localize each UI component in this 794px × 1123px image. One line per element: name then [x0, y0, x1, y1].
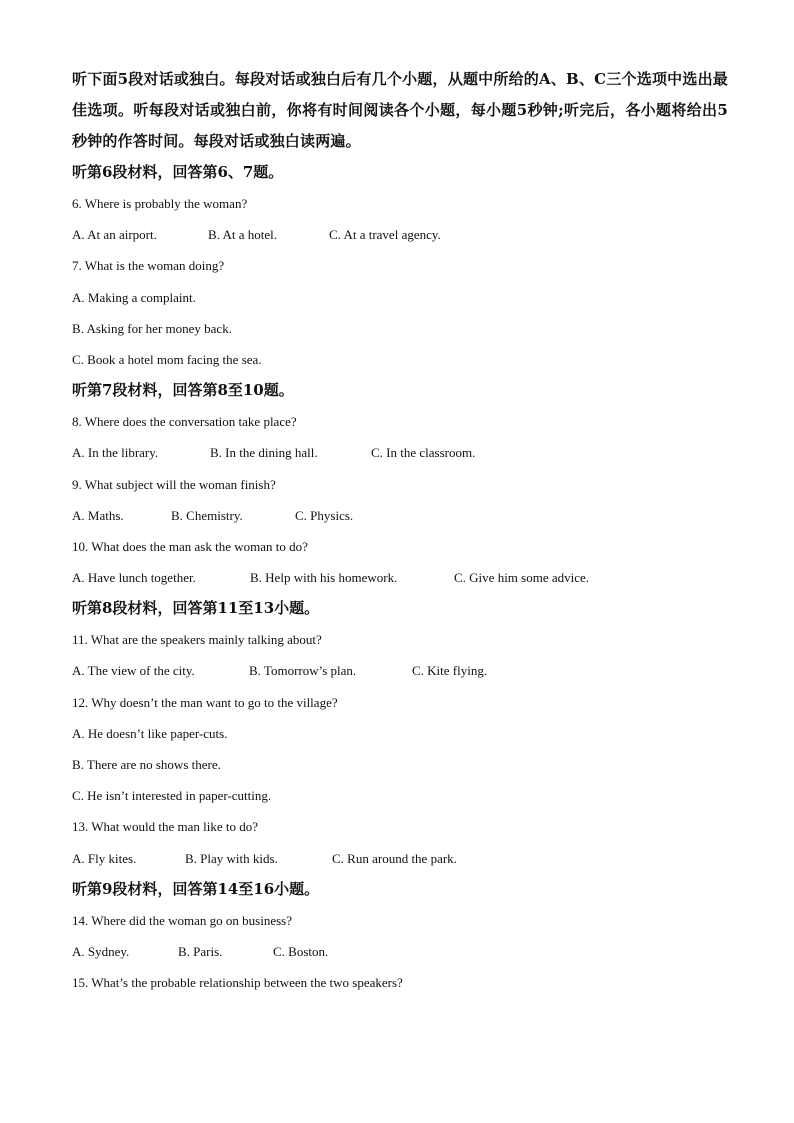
option-c: C. Book a hotel mom facing the sea.: [72, 351, 262, 367]
question-13-options: [72, 843, 728, 874]
option-c: C. Give him some advice.: [454, 570, 590, 586]
option-b: B. Play with kids.: [185, 850, 278, 866]
option-b: B. Help with his homework.: [250, 570, 398, 586]
question-6: 6. Where is probably the woman?: [72, 196, 248, 211]
option-b: B. Chemistry.: [171, 507, 243, 523]
question-8-options: [72, 437, 728, 468]
question-12: 12. Why doesn’t the man want to go to the village?: [72, 694, 338, 710]
question-11-options: [72, 655, 728, 686]
option-c: C. Physics.: [295, 507, 354, 523]
option-c: C. In the classroom.: [371, 445, 476, 461]
option-a: A. Maths.: [72, 507, 124, 523]
question-11: 11. What are the speakers mainly talking about?: [72, 632, 322, 648]
question-9: 9. What subject will the woman finish?: [72, 476, 276, 492]
question-8: 8. Where does the conversation take place?: [72, 414, 297, 430]
question-13: 13. What would the man like to do?: [72, 819, 259, 835]
option-b: B. At a hotel.: [208, 227, 277, 243]
question-10-options: [72, 562, 728, 593]
section-heading: 听第8段材料，回答第11至13小题。: [72, 599, 320, 618]
option-a: A. Sydney.: [72, 943, 130, 959]
document-page: [72, 64, 728, 998]
option-c: C. Boston.: [273, 943, 329, 959]
option-a: A. He doesn’t like paper-cuts.: [72, 725, 228, 741]
option-c: C. He isn’t interested in paper-cutting.: [72, 788, 272, 804]
option-b: B. There are no shows there.: [72, 757, 221, 772]
question-6-options: [72, 219, 728, 250]
option-b: B. Tomorrow’s plan.: [249, 663, 357, 679]
option-a: A. Making a complaint.: [72, 289, 196, 305]
option-a: A. In the library.: [72, 445, 159, 461]
option-c: C. Kite flying.: [412, 663, 488, 679]
listening-instructions: 听下面5段对话或独白。每段对话或独白后有几个小题，从题中所给的A、B、C三个选项中选出最佳选项。听每段对话或独白前，你将有时间阅读各个小题，每小题5秒钟;听完后，各小题将给出5秒钟的作答时间。每段对话或独白读两遍。: [72, 70, 728, 150]
question-14: 14. Where did the woman go on business?: [72, 912, 292, 928]
option-a: A. Have lunch together.: [72, 570, 196, 586]
option-c: C. At a travel agency.: [329, 227, 441, 243]
question-14-options: [72, 936, 728, 967]
section-heading: 听第9段材料，回答第14至16小题。: [72, 879, 320, 898]
option-b: B. Asking for her money back.: [72, 320, 232, 336]
option-c: C. Run around the park.: [332, 850, 457, 866]
option-b: B. In the dining hall.: [210, 445, 318, 461]
option-a: A. At an airport.: [72, 227, 157, 243]
option-a: A. Fly kites.: [72, 850, 137, 866]
question-7: 7. What is the woman doing?: [72, 258, 225, 274]
question-15: 15. What’s the probable relationship between the two speakers?: [72, 975, 403, 991]
option-a: A. The view of the city.: [72, 663, 195, 679]
section-heading: 听第7段材料，回答第8至10题。: [72, 381, 294, 400]
question-9-options: [72, 500, 728, 531]
section-heading: 听第6段材料，回答第6、7题。: [72, 163, 284, 181]
question-10: 10. What does the man ask the woman to do?: [72, 538, 308, 554]
option-b: B. Paris.: [178, 943, 223, 959]
